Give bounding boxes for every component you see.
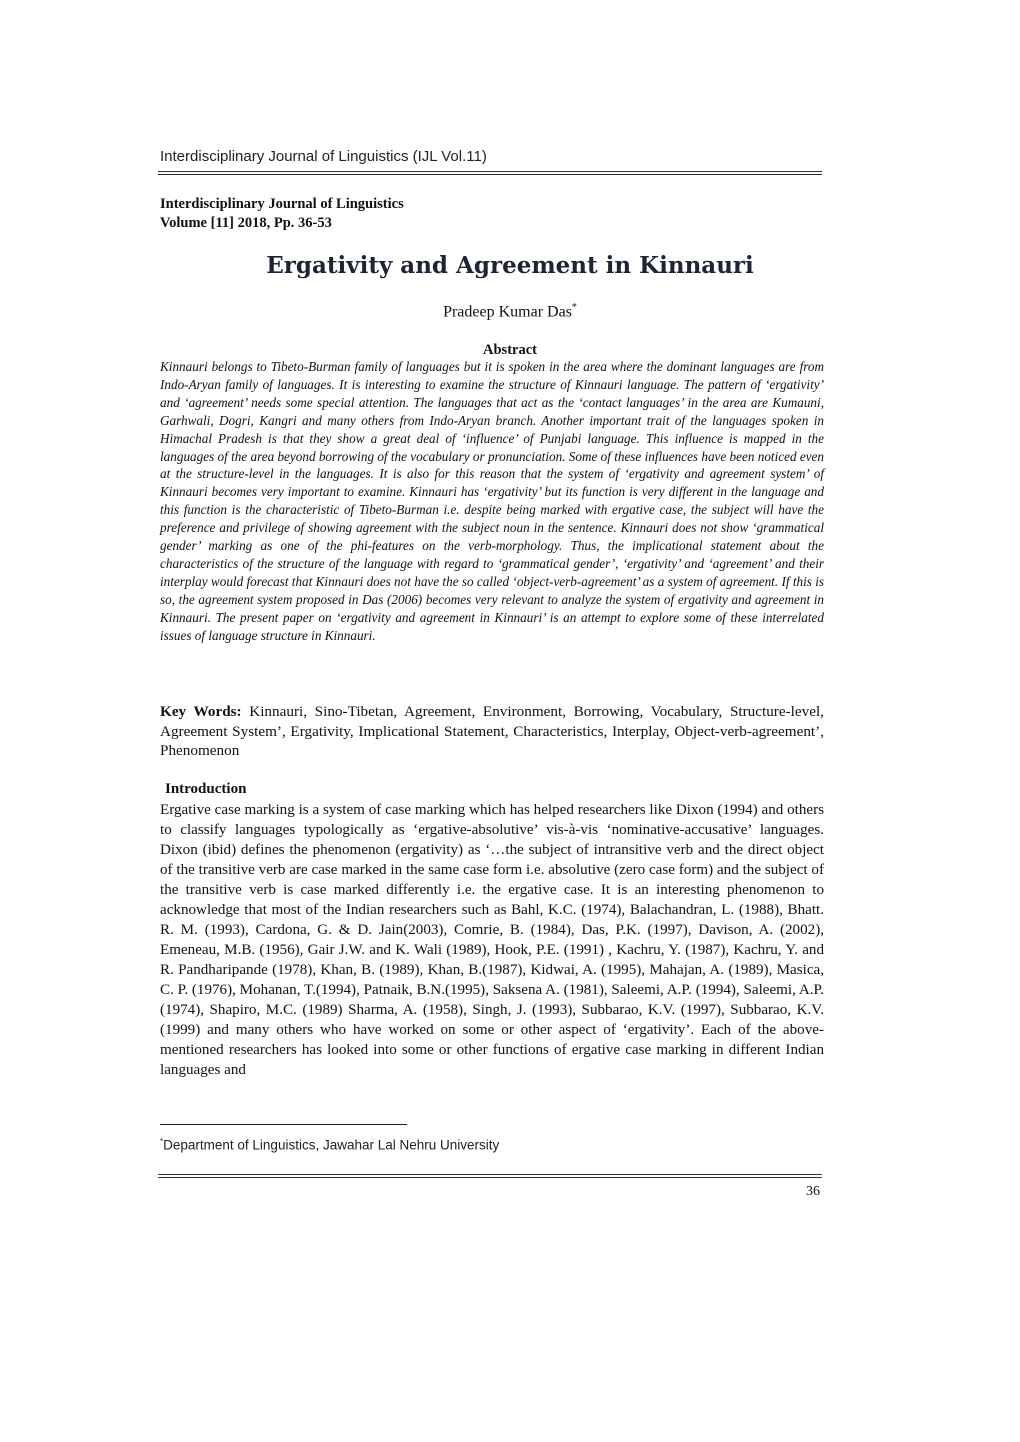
footnote <box>160 1137 499 1153</box>
footer-rule <box>158 1174 822 1178</box>
introduction-heading: Introduction <box>165 781 247 797</box>
introduction-text: Ergative case marking is a system of case marking which has helped researchers like Dixon (1994) and others to classify languages typologically as ‘ergative-absolutive’ vis-à-vis ‘nominative-accusative’ languages. Dixon (ibid) defines the phenomenon (ergativity) as ‘…the subject of intransitive verb and the direct object of the transitive verb are case marked in the same case form i.e. absolutive (zero case form) and the subject of the transitive verb is case marked differently i.e. the ergative case. It is an interesting phenomenon to acknowledge that most of the Indian researchers such as Bahl, K.C. (1974), Balachandran, L. (1988), Bhatt. R. M. (1993), Cardona, G. & D. Jain(2003), Comrie, B. (1984), Das, P.K. (1997), Davison, A. (2002), Emeneau, M.B. (1956), Gair J.W. and K. Wali (1989), Hook, P.E. (1991) , Kachru, Y. (1987), Kachru, Y. and R. Pandharipande (1978), Khan, B. (1989), Khan, B.(1987), Kidwai, A. (1995), Mahajan, A. (1989), Masica, C. P. (1976), Mohanan, T.(1994), Patnaik, B.N.(1995), Saksena A. (1981), Saleemi, A.P. (1994), Saleemi, A.P.(1974), Shapiro, M.C. (1989) Sharma, A. (1958), Singh, J. (1993), Subbarao, K.V. (1997), Subbarao, K.V. (1999) and many others who have worked on some or other aspect of ‘ergativity’. Each of the above-mentioned researchers has looked into some or other functions of ergative case marking in different Indian languages and <box>160 802 824 1078</box>
author-name: Pradeep Kumar Das <box>443 303 572 321</box>
abstract-text: Kinnauri belongs to Tibeto-Burman family of languages but it is spoken in the area where the dominant languages are from Indo-Aryan family of languages. It is interesting to examine the structure of Kinnauri language. The pattern of ‘ergativity’ and ‘agreement’ needs some special attention. The languages that act as the ‘contact languages’ in the area are Kumauni, Garhwali, Dogri, Kangri and many others from Indo-Aryan branch. Another important trait of the languages spoken in Himachal Pradesh is that they show a great deal of ‘influence’ of Punjabi language. This influence is mapped in the languages of the area beyond borrowing of the vocabulary or pronunciation. Some of these influences have been noticed even at the structure-level in the languages. It is also for this reason that the system of ‘ergativity and agreement system’ of Kinnauri becomes very important to examine. Kinnauri has ‘ergativity’ but its function is very different in the language and this function is the characteristic of Tibeto-Burman i.e. despite being marked with ergative case, the subject will have the preference and privilege of showing agreement with the subject noun in the sentence. Kinnauri does not show ‘grammatical gender’ marking as one of the phi-features on the verb-morphology. Thus, the implicational statement about the characteristics of the structure of the language with regard to ‘grammatical gender’, ‘ergativity’ and ‘agreement’ and their interplay would forecast that Kinnauri does not have the so called ‘object-verb-agreement’ as a system of agreement. If this is so, the agreement system proposed in Das (2006) becomes very relevant to analyze the system of ergativity and agreement in Kinnauri. The present paper on ‘ergativity and agreement in Kinnauri’ is an attempt to explore some of these interrelated issues of language structure in Kinnauri. <box>160 359 824 643</box>
keywords-text: Kinnauri, Sino-Tibetan, Agreement, Environment, Borrowing, Vocabulary, Structure-level, Agreement System’, Ergativity, Implicational Statement, Characteristics, Interplay, Object-verb-agreement’, Phenomenon <box>160 703 824 759</box>
journal-info <box>160 195 404 233</box>
volume-line: Volume [11] 2018, Pp. 36-53 <box>160 215 332 231</box>
article-title: Ergativity and Agreement in Kinnauri <box>266 252 754 279</box>
author-line <box>0 302 1020 321</box>
footnote-text: Department of Linguistics, Jawahar Lal Nehru University <box>163 1137 500 1153</box>
footnote-rule <box>160 1124 407 1125</box>
footnote-mark: * <box>160 1137 164 1146</box>
header-rule <box>158 171 822 175</box>
keywords <box>160 702 824 761</box>
abstract-heading: Abstract <box>483 342 537 358</box>
keywords-label: Key Words: <box>160 703 242 720</box>
journal-name: Interdisciplinary Journal of Linguistics <box>160 196 404 212</box>
author-footnote-mark[interactable]: * <box>571 302 577 313</box>
running-header: Interdisciplinary Journal of Linguistics (IJL Vol.11) <box>160 148 487 165</box>
page-number: 36 <box>806 1184 820 1199</box>
